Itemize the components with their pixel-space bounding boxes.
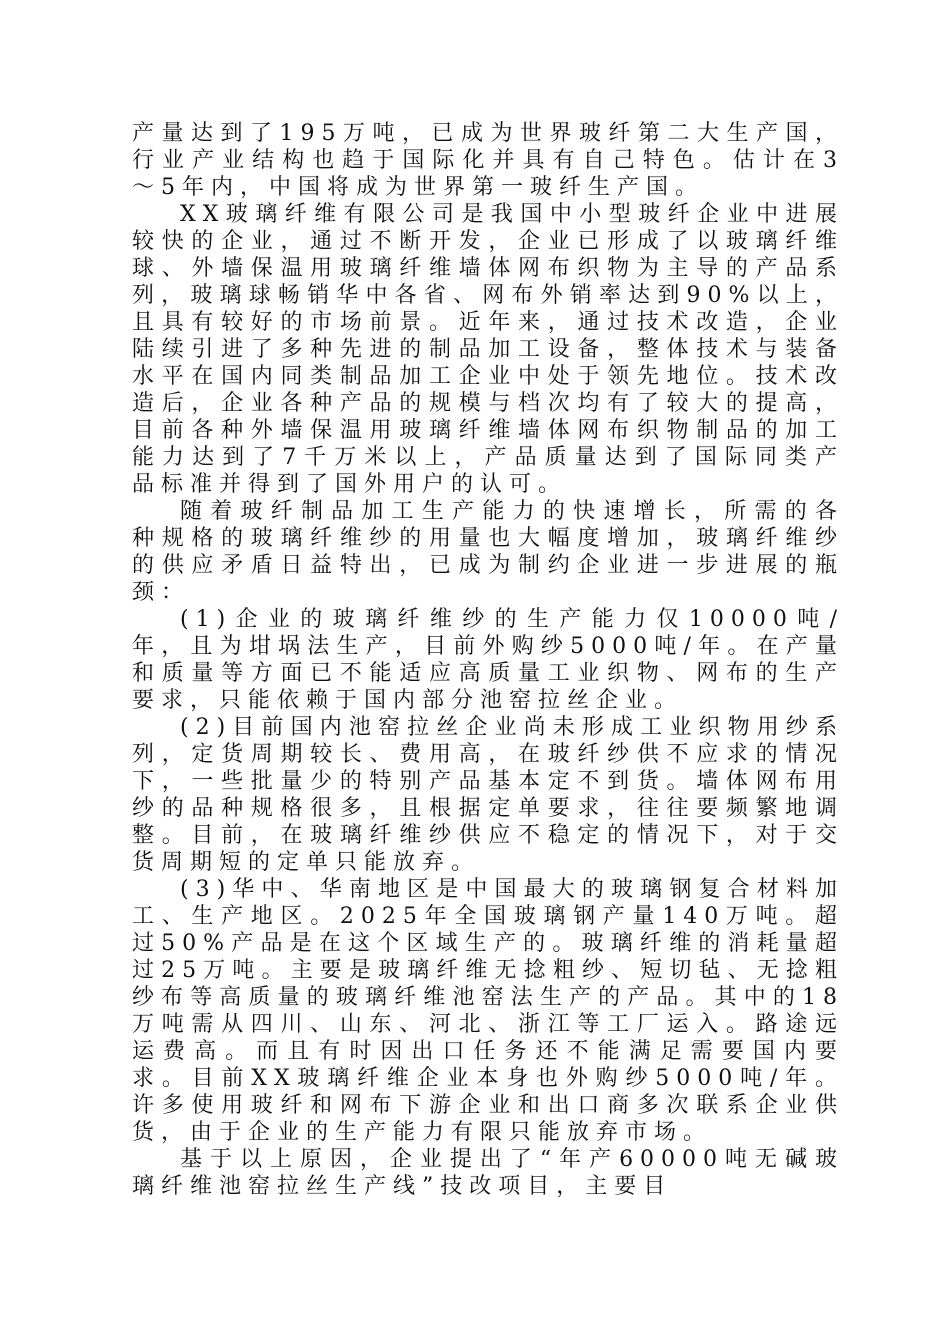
paragraph-bottleneck-intro: 随着玻纤制品加工生产能力的快速增长，所需的各种规格的玻璃纤维纱的用量也大幅度增加，玻璃纤维纱的供应矛盾日益特出，已成为制约企业进一步进展的瓶颈： (132, 499, 844, 605)
paragraph-conclusion: 基于以上原因，企业提出了“年产60000吨无碱玻璃纤维池窑拉丝生产线”技改项目，主要目 (132, 1147, 844, 1199)
paragraph-continued: 产量达到了195万吨，已成为世界玻纤第二大生产国，行业产业结构也趋于国际化并具有自己特色。估计在3～5年内，中国将成为世界第一玻纤生产国。 (132, 121, 844, 200)
document-body (132, 120, 844, 1200)
paragraph-company-overview: XX玻璃纤维有限公司是我国中小型玻纤企业中进展较快的企业，通过不断开发，企业已形成了以玻璃纤维球、外墙保温用玻璃纤维墙体网布织物为主导的产品系列，玻璃球畅销华中各省、网布外销率达到90%以上，且具有较好的市场前景。近年来，通过技术改造，企业陆续引进了多种先进的制品加工设备，整体技术与装备水平在国内同类制品加工企业中处于领先地位。技术改造后，企业各种产品的规模与档次均有了较大的提高，目前各种外墙保温用玻璃纤维墙体网布织物制品的加工能力达到了7千万米以上，产品质量达到了国际同类产品标准并得到了国外用户的认可。 (132, 202, 844, 497)
paragraph-point-2: (2)目前国内池窑拉丝企业尚未形成工业织物用纱系列，定货周期较长、费用高，在玻纤纱供不应求的情况下，一些批量少的特别产品基本定不到货。墙体网布用纱的品种规格很多，且根据定单要求，往往要频繁地调整。目前，在玻璃纤维纱供应不稳定的情况下，对于交货周期短的定单只能放弃。 (132, 715, 844, 875)
paragraph-point-3: (3)华中、华南地区是中国最大的玻璃钢复合材料加工、生产地区。2025年全国玻璃钢产量140万吨。超过50%产品是在这个区域生产的。玻璃纤维的消耗量超过25万吨。主要是玻璃纤维无捻粗纱、短切毡、无捻粗纱布等高质量的玻璃纤维池窑法生产的产品。其中的18万吨需从四川、山东、河北、浙江等工厂运入。路途远运费高。而且有时因出口任务还不能满足需要国内要求。目前XX玻璃纤维企业本身也外购纱5000吨/年。许多使用玻纤和网布下游企业和出口商多次联系企业供货，由于企业的生产能力有限只能放弃市场。 (132, 877, 844, 1145)
paragraph-point-1: (1)企业的玻璃纤维纱的生产能力仅10000吨/年，且为坩埚法生产，目前外购纱5000吨/年。在产量和质量等方面已不能适应高质量工业织物、网布的生产要求，只能依赖于国内部分池窑拉丝企业。 (132, 607, 844, 713)
